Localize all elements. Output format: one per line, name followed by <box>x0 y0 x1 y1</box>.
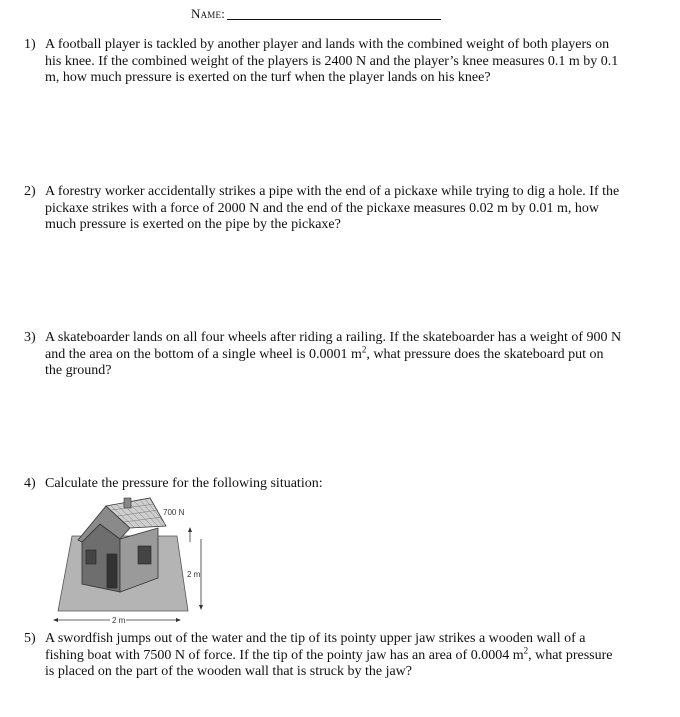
question-5 <box>24 631 624 681</box>
question-3 <box>24 330 624 380</box>
question-number: 1) <box>24 37 36 52</box>
question-4 <box>24 476 624 493</box>
question-1 <box>24 37 624 87</box>
house-illustration <box>50 494 220 624</box>
name-blank-line <box>227 7 441 20</box>
width-label: 2 m <box>112 616 126 624</box>
question-number: 2) <box>24 184 36 199</box>
question-number: 4) <box>24 476 36 491</box>
question-text: A football player is tackled by another player and lands with the combined weight of both players on his knee. If the combined weight of the players is 2400 N and the player’s knee measures 0.1 m by 0.1 m, how much pressure is exerted on the turf when the player lands on his knee? <box>45 37 619 85</box>
question-text: A skateboarder lands on all four wheels after riding a railing. If the skateboarder has a weight of 900 N and the area on the bottom of a single wheel is 0.0001 $m^2$, what pressure does the skateboard put on the ground? <box>45 330 622 378</box>
depth-label: 2 m <box>187 570 201 579</box>
question-number: 3) <box>24 330 36 345</box>
house-pressure-figure <box>50 494 220 624</box>
name-label: Name: <box>191 6 225 21</box>
question-text: Calculate the pressure for the following situation: <box>45 476 323 491</box>
question-2 <box>24 184 624 234</box>
question-number: 5) <box>24 631 36 646</box>
question-text: A forestry worker accidentally strikes a pipe with the end of a pickaxe while trying to dig a hole. If the pickaxe strikes with a force of 2000 N and the end of the pickaxe measures 0.02 m by 0.01 m, how much pressure is exerted on the pipe by the pickaxe? <box>45 184 620 232</box>
question-text: A swordfish jumps out of the water and the tip of its pointy upper jaw strikes a wooden wall of a fishing boat with 7500 N of force. If the tip of the pointy jaw has an area of 0.0004 $m^2$, what pressure is placed on the part of the wooden wall that is struck by the jaw? <box>45 631 613 679</box>
name-field <box>191 6 441 22</box>
force-label: 700 N <box>163 508 185 517</box>
